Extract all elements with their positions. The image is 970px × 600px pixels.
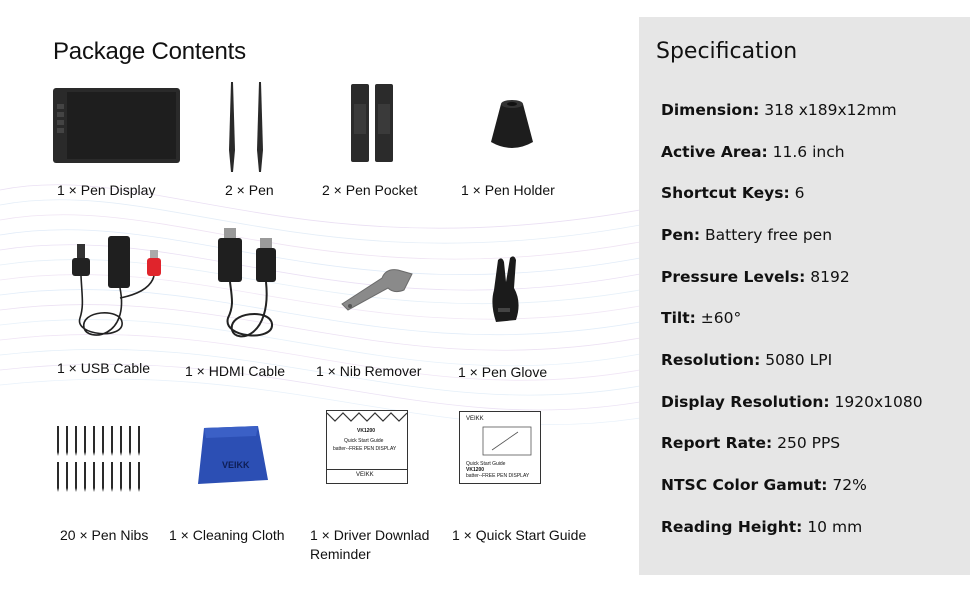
reminder-brand: VEIKK bbox=[356, 472, 374, 478]
caption-pen-display: 1 × Pen Display bbox=[57, 182, 156, 198]
pen-icon bbox=[222, 80, 272, 174]
guide-line1: Quick Start Guide bbox=[466, 461, 506, 467]
reminder-divider bbox=[327, 469, 407, 470]
spec-row-report-rate: Report Rate: 250 PPS bbox=[661, 434, 841, 452]
driver-reminder-zigzag bbox=[327, 411, 407, 423]
caption-nib-remover: 1 × Nib Remover bbox=[316, 363, 422, 379]
caption-pen-holder: 1 × Pen Holder bbox=[461, 182, 555, 198]
usb-cable-icon bbox=[70, 236, 166, 348]
guide-line2: batter--FREE PEN DISPLAY bbox=[466, 473, 530, 479]
spec-row-active-area: Active Area: 11.6 inch bbox=[661, 143, 845, 161]
spec-row-pen: Pen: Battery free pen bbox=[661, 226, 833, 244]
reminder-line2: batter--FREE PEN DISPLAY bbox=[333, 446, 397, 452]
pen-display-icon bbox=[53, 88, 181, 164]
spec-row-tilt: Tilt: ±60° bbox=[661, 309, 742, 327]
specification-title: Specification bbox=[656, 39, 798, 64]
guide-brand: VEIKK bbox=[466, 416, 484, 422]
caption-usb-cable: 1 × USB Cable bbox=[57, 360, 150, 376]
pen-glove-icon bbox=[488, 254, 528, 326]
item-driver-reminder bbox=[326, 410, 408, 484]
spec-row-ntsc-color-gamut: NTSC Color Gamut: 72% bbox=[661, 476, 867, 494]
spec-row-shortcut-keys: Shortcut Keys: 6 bbox=[661, 184, 805, 202]
reminder-model: VK1200 bbox=[357, 428, 376, 434]
spec-row-reading-height: Reading Height: 10 mm bbox=[661, 518, 863, 536]
spec-row-dimension: Dimension: 318 x189x12mm bbox=[661, 101, 897, 119]
package-contents-title: Package Contents bbox=[53, 38, 246, 65]
nib-remover-icon bbox=[340, 264, 416, 312]
guide-tablet-sketch-icon bbox=[482, 426, 532, 456]
caption-pen: 2 × Pen bbox=[225, 182, 274, 198]
specification-panel bbox=[639, 17, 970, 575]
hdmi-cable-icon bbox=[214, 228, 284, 348]
caption-hdmi-cable: 1 × HDMI Cable bbox=[185, 363, 285, 379]
caption-pen-pocket: 2 × Pen Pocket bbox=[322, 182, 418, 198]
cleaning-cloth-icon bbox=[196, 426, 270, 486]
caption-driver-reminder-line1: 1 × Driver Downlad bbox=[310, 527, 430, 543]
caption-cleaning-cloth: 1 × Cleaning Cloth bbox=[169, 527, 285, 543]
guide-model: VK1200 bbox=[466, 467, 485, 473]
pen-pocket-icon bbox=[350, 84, 400, 164]
reminder-line1: Quick Start Guide bbox=[344, 438, 384, 444]
spec-row-display-resolution: Display Resolution: 1920x1080 bbox=[661, 393, 923, 411]
caption-pen-nibs: 20 × Pen Nibs bbox=[60, 527, 149, 543]
caption-pen-glove: 1 × Pen Glove bbox=[458, 364, 548, 380]
item-quick-start-guide bbox=[459, 411, 541, 484]
pen-nibs-icon bbox=[54, 424, 146, 496]
spec-row-resolution: Resolution: 5080 LPI bbox=[661, 351, 833, 369]
caption-driver-reminder bbox=[310, 526, 429, 564]
spec-row-pressure-levels: Pressure Levels: 8192 bbox=[661, 268, 850, 286]
caption-quick-start-guide: 1 × Quick Start Guide bbox=[452, 527, 587, 543]
pen-holder-icon bbox=[487, 98, 537, 154]
cloth-brand-text: VEIKK bbox=[222, 460, 250, 470]
caption-driver-reminder-line2: Reminder bbox=[310, 546, 371, 562]
